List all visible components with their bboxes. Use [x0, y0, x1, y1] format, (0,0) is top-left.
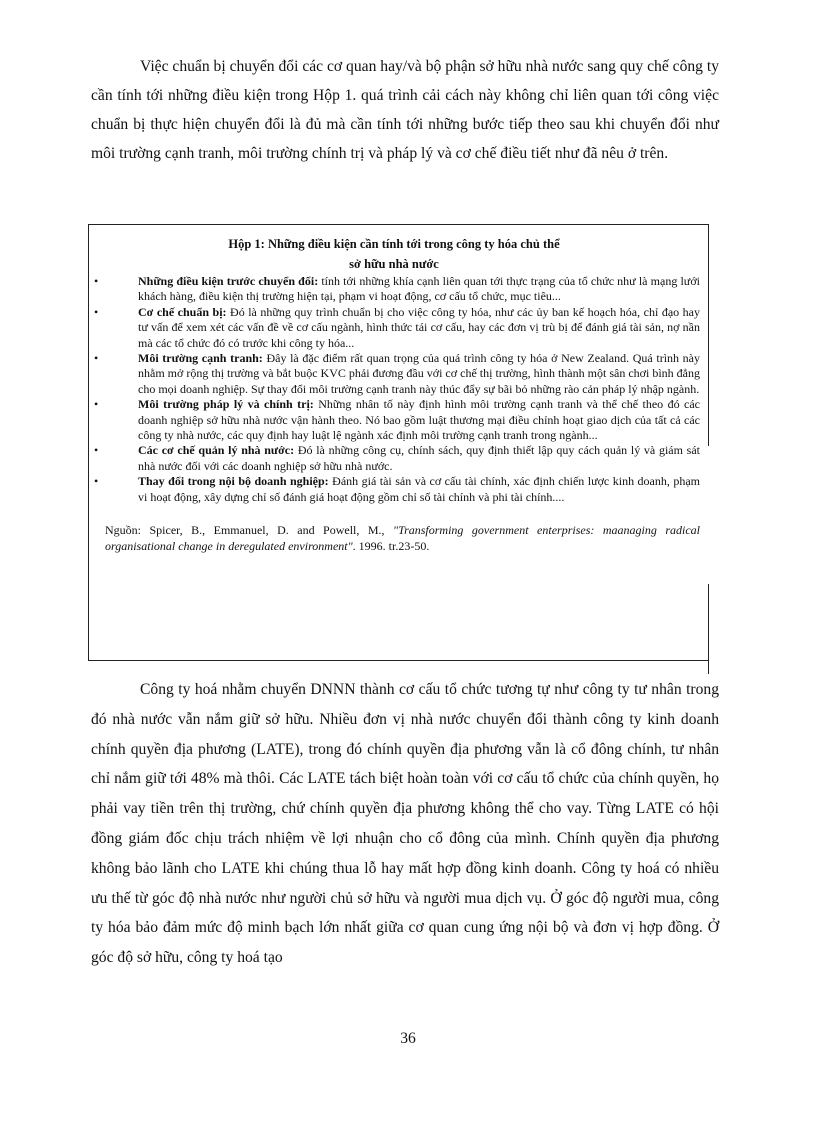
- condition-item: [88, 305, 700, 351]
- box-title-line-2: sở hữu nhà nước: [349, 257, 439, 271]
- condition-heading: Cơ chế chuẩn bị:: [138, 304, 227, 319]
- condition-text: tính tới những khía cạnh liên quan tới thực trạng của tổ chức như là mạng lưới khách hàng, điều kiện thị trường hiện tại, phạm vi hoạt động, cơ cấu tổ chức, mục tiêu...: [138, 274, 700, 304]
- source-suffix: . 1996. tr.23-50.: [352, 539, 430, 554]
- source-title: "Transforming government enterprises: maanaging radical organisational change in deregulated environment": [105, 523, 700, 554]
- bullet-icon: •: [94, 474, 99, 489]
- bullet-icon: •: [94, 397, 99, 412]
- condition-text: Đó là những quy trình chuẩn bị cho việc công ty hóa, như các ủy ban kế hoạch hóa, chỉ đạo hay tư vấn để xem xét các vấn đề về cơ cấu ngành, hình thức tái cơ cấu, hay các đơn vị trù bị để đánh giá tài sản, nợ nần mà các tổ chức đó có trước khi công ty hóa...: [138, 304, 700, 350]
- condition-text: Những nhân tố này định hình môi trường cạnh tranh và thể chế theo đó các doanh nghiệp sở hữu nhà nước vận hành theo. Nó bao gồm luật thương mại điều chỉnh hoạt giao dịch của tất cả các công ty nhà nước, các quy định hay luật lệ ngành xác định môi trường cạnh tranh trong ngành...: [138, 397, 700, 443]
- box-bottom-border: [88, 660, 708, 661]
- conditions-list: [88, 274, 700, 505]
- condition-text: Đó là những công cụ, chính sách, quy định thiết lập quy cách quản lý và giám sát nhà nước đối với các doanh nghiệp sở hữu nhà nước.: [138, 443, 700, 473]
- source-prefix: Nguồn: Spicer, B., Emmanuel, D. and Powell, M.,: [105, 523, 394, 538]
- condition-item: [88, 351, 700, 397]
- box-top-border: [88, 224, 708, 225]
- bullet-icon: •: [94, 351, 99, 366]
- bullet-icon: •: [94, 274, 99, 288]
- condition-heading: Môi trường cạnh tranh:: [138, 351, 263, 366]
- condition-text: Đây là đặc điểm rất quan trọng của quá trình công ty hóa ở New Zealand. Quá trình này nhằm mở rộng thị trường và bắt buộc KVC phải đương đầu với cơ chế thị trường, hình thành một sân chơi bình đẳng cho mọi doanh nghiệp. Sự thay đổi môi trường cạnh tranh này thúc đẩy sự bãi bỏ những rào cản pháp lý nhập ngành.: [138, 351, 700, 396]
- body-paragraph: Công ty hoá nhằm chuyển DNNN thành cơ cấu tổ chức tương tự như công ty tư nhân trong đó nhà nước vẫn nắm giữ sở hữu. Nhiều đơn vị nhà nước chuyển đổi thành công ty kinh doanh chính quyền địa phương (LATE), trong đó chính quyền địa phương vẫn là cổ đông chính, tư nhân chỉ nắm giữ tới 48% mà thôi. Các LATE tách biệt hoàn toàn với cơ cấu tổ chức của chính quyền, họ phải vay tiền trên thị trường, chứ chính quyền địa phương không thể cho vay. Từng LATE có hội đồng giám đốc chịu trách nhiệm về lợi nhuận cho cổ đông của mình. Chính quyền địa phương không bảo lãnh cho LATE khi chúng thua lỗ hay mất hợp đồng kinh doanh. Công ty hoá có nhiều ưu thế từ góc độ nhà nước như người chủ sở hữu và người mua dịch vụ. Ở góc độ người mua, công ty hóa bảo đảm mức độ minh bạch lớn nhất giữa cơ quan cung ứng nội bộ và đơn vị hợp đồng. Ở góc độ sở hữu, công ty hoá tạo: [91, 681, 719, 967]
- box-1: [88, 224, 708, 661]
- condition-item: [88, 474, 700, 505]
- condition-item: [88, 274, 700, 305]
- condition-heading: Các cơ chế quản lý nhà nước:: [138, 443, 295, 458]
- box-right-border-lower: [708, 584, 709, 674]
- page-number: 36: [400, 1030, 416, 1047]
- bullet-icon: •: [94, 443, 99, 458]
- condition-heading: Thay đổi trong nội bộ doanh nghiệp:: [138, 474, 329, 489]
- box-right-border: [708, 224, 709, 446]
- condition-heading: Những điều kiện trước chuyển đổi:: [138, 274, 319, 288]
- condition-item: [88, 443, 700, 474]
- box-title: [88, 234, 700, 274]
- box-content: [88, 234, 700, 554]
- box-title-line-1: Hộp 1: Những điều kiện cần tính tới trong công ty hóa chủ thể: [228, 237, 560, 251]
- condition-text: Đánh giá tài sản và cơ cấu tài chính, xác định chiến lược kinh doanh, phạm vi hoạt động, xây dựng chỉ số đánh giá hoạt động gồm chỉ số tài chính và phi tài chính....: [138, 474, 700, 504]
- condition-heading: Môi trường pháp lý và chính trị:: [138, 397, 314, 412]
- condition-item: [88, 397, 700, 443]
- bullet-icon: •: [94, 304, 99, 319]
- box-source: [88, 522, 700, 554]
- intro-paragraph: Việc chuẩn bị chuyển đổi các cơ quan hay/và bộ phận sở hữu nhà nước sang quy chế công ty cần tính tới những điều kiện trong Hộp 1. quá trình cải cách này không chỉ liên quan tới công việc chuẩn bị thực hiện chuyển đổi là đủ mà cần tính tới những bước tiếp theo sau khi chuyển đổi như môi trường cạnh tranh, môi trường chính trị và pháp lý và cơ chế điều tiết như đã nêu ở trên.: [91, 58, 719, 162]
